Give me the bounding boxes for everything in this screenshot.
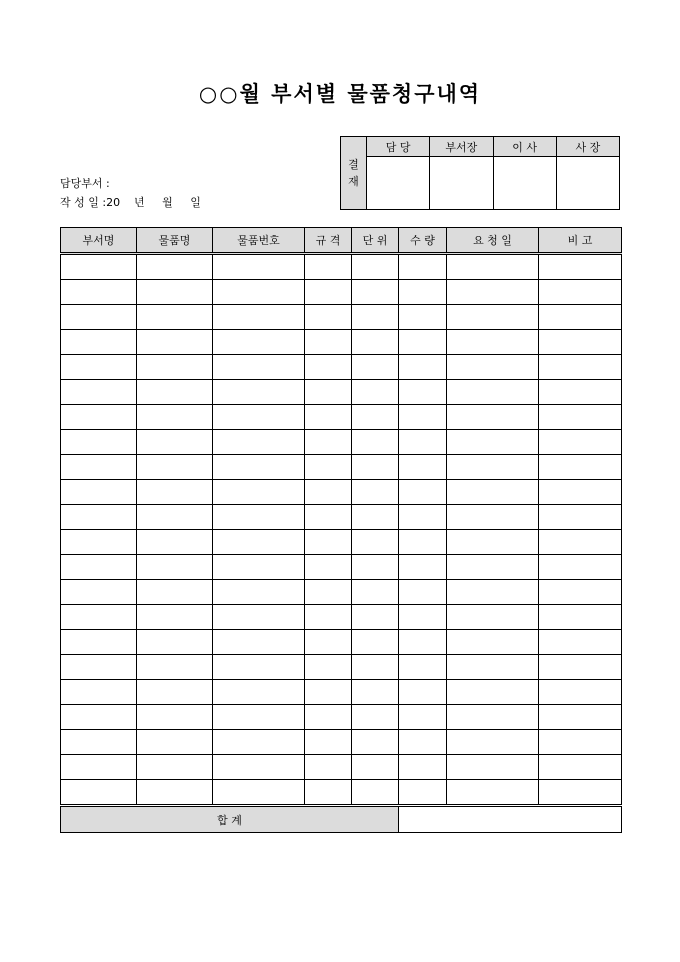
table-cell[interactable] (352, 705, 399, 730)
table-cell[interactable] (447, 580, 539, 605)
table-cell[interactable] (213, 730, 305, 755)
table-row (61, 280, 622, 305)
table-cell[interactable] (399, 380, 447, 405)
table-cell[interactable] (61, 655, 137, 680)
approval-col-director: 이 사 (493, 137, 556, 157)
table-cell[interactable] (399, 430, 447, 455)
table-cell[interactable] (447, 455, 539, 480)
table-cell[interactable] (137, 430, 213, 455)
table-cell[interactable] (399, 555, 447, 580)
table-cell[interactable] (352, 455, 399, 480)
table-cell[interactable] (61, 380, 137, 405)
table-cell[interactable] (61, 430, 137, 455)
approval-sign-director[interactable] (493, 157, 556, 210)
table-cell[interactable] (447, 280, 539, 305)
table-cell[interactable] (213, 330, 305, 355)
table-cell[interactable] (137, 605, 213, 630)
table-cell[interactable] (61, 505, 137, 530)
table-cell[interactable] (539, 355, 622, 380)
table-cell[interactable] (305, 355, 352, 380)
table-cell[interactable] (213, 680, 305, 705)
table-cell[interactable] (305, 780, 352, 806)
table-cell[interactable] (61, 530, 137, 555)
table-cell[interactable] (61, 405, 137, 430)
table-cell[interactable] (305, 505, 352, 530)
table-cell[interactable] (539, 530, 622, 555)
table-cell[interactable] (539, 680, 622, 705)
table-cell[interactable] (213, 755, 305, 780)
request-table (60, 227, 622, 833)
table-cell[interactable] (539, 480, 622, 505)
table-cell[interactable] (352, 430, 399, 455)
header-unit: 단 위 (352, 228, 399, 254)
table-cell[interactable] (137, 380, 213, 405)
table-row (61, 730, 622, 755)
table-cell[interactable] (305, 305, 352, 330)
approval-col-manager: 담 당 (367, 137, 430, 157)
table-cell[interactable] (352, 680, 399, 705)
table-cell[interactable] (447, 680, 539, 705)
table-cell[interactable] (213, 305, 305, 330)
table-cell[interactable] (539, 280, 622, 305)
approval-side-char-1: 결 (348, 158, 359, 171)
table-row (61, 530, 622, 555)
table-cell[interactable] (137, 555, 213, 580)
table-cell[interactable] (137, 405, 213, 430)
table-cell[interactable] (213, 630, 305, 655)
table-cell[interactable] (61, 705, 137, 730)
table-cell[interactable] (539, 630, 622, 655)
table-cell[interactable] (137, 780, 213, 806)
table-cell[interactable] (61, 355, 137, 380)
table-cell[interactable] (399, 530, 447, 555)
table-cell[interactable] (447, 405, 539, 430)
approval-side-label (341, 137, 367, 210)
table-cell[interactable] (61, 555, 137, 580)
page-title: ○○월 부서별 물품청구내역 (198, 81, 482, 106)
table-cell[interactable] (539, 254, 622, 280)
table-cell[interactable] (447, 305, 539, 330)
table-cell[interactable] (352, 254, 399, 280)
table-row (61, 355, 622, 380)
table-cell[interactable] (213, 430, 305, 455)
table-row (61, 580, 622, 605)
table-row (61, 380, 622, 405)
table-cell[interactable] (447, 530, 539, 555)
table-cell[interactable] (352, 530, 399, 555)
table-cell[interactable] (213, 705, 305, 730)
table-row (61, 605, 622, 630)
table-cell[interactable] (447, 780, 539, 806)
table-cell[interactable] (137, 680, 213, 705)
table-cell[interactable] (61, 330, 137, 355)
header-spec: 규 격 (305, 228, 352, 254)
table-row (61, 305, 622, 330)
table-cell[interactable] (399, 630, 447, 655)
table-cell[interactable] (447, 330, 539, 355)
table-cell[interactable] (352, 780, 399, 806)
table-row (61, 405, 622, 430)
table-cell[interactable] (447, 380, 539, 405)
table-cell[interactable] (399, 305, 447, 330)
table-cell[interactable] (305, 380, 352, 405)
table-cell[interactable] (305, 555, 352, 580)
table-cell[interactable] (399, 405, 447, 430)
approval-col-president: 사 장 (556, 137, 619, 157)
table-cell[interactable] (137, 254, 213, 280)
table-cell[interactable] (61, 630, 137, 655)
table-cell[interactable] (305, 655, 352, 680)
table-cell[interactable] (447, 480, 539, 505)
table-cell[interactable] (352, 555, 399, 580)
table-cell[interactable] (539, 755, 622, 780)
table-cell[interactable] (539, 380, 622, 405)
table-cell[interactable] (305, 630, 352, 655)
table-cell[interactable] (213, 380, 305, 405)
table-body (61, 254, 622, 806)
table-row (61, 254, 622, 280)
table-cell[interactable] (213, 580, 305, 605)
table-cell[interactable] (447, 730, 539, 755)
table-cell[interactable] (352, 305, 399, 330)
date-label: 작 성 일 :20 년 월 일 (60, 196, 201, 209)
approval-side-char-2: 재 (348, 175, 359, 188)
table-cell[interactable] (352, 330, 399, 355)
table-cell[interactable] (61, 780, 137, 806)
table-cell[interactable] (213, 455, 305, 480)
table-cell[interactable] (61, 730, 137, 755)
approval-col-dept-head: 부서장 (430, 137, 493, 157)
header-dept: 부서명 (61, 228, 137, 254)
table-cell[interactable] (305, 705, 352, 730)
table-cell[interactable] (137, 530, 213, 555)
table-cell[interactable] (137, 755, 213, 780)
table-cell[interactable] (399, 505, 447, 530)
table-cell[interactable] (352, 480, 399, 505)
approval-sign-manager[interactable] (367, 157, 430, 210)
table-cell[interactable] (447, 605, 539, 630)
table-cell[interactable] (137, 455, 213, 480)
table-row (61, 780, 622, 806)
table-cell[interactable] (305, 405, 352, 430)
table-row (61, 755, 622, 780)
table-cell[interactable] (399, 580, 447, 605)
table-cell[interactable] (61, 480, 137, 505)
table-cell[interactable] (137, 480, 213, 505)
table-cell[interactable] (352, 730, 399, 755)
table-cell[interactable] (213, 405, 305, 430)
approval-sign-dept-head[interactable] (430, 157, 493, 210)
table-cell[interactable] (447, 430, 539, 455)
table-cell[interactable] (137, 280, 213, 305)
table-cell[interactable] (539, 330, 622, 355)
table-row (61, 430, 622, 455)
table-row (61, 505, 622, 530)
table-cell[interactable] (352, 580, 399, 605)
table-cell[interactable] (539, 730, 622, 755)
table-cell[interactable] (399, 705, 447, 730)
table-cell[interactable] (61, 280, 137, 305)
header-item-name: 물품명 (137, 228, 213, 254)
table-cell[interactable] (213, 505, 305, 530)
table-header-row (61, 228, 622, 254)
table-cell[interactable] (305, 430, 352, 455)
table-cell[interactable] (305, 530, 352, 555)
table-cell[interactable] (447, 254, 539, 280)
table-cell[interactable] (399, 605, 447, 630)
table-cell[interactable] (399, 280, 447, 305)
total-label: 합 계 (61, 806, 399, 833)
table-cell[interactable] (137, 655, 213, 680)
table-cell[interactable] (539, 780, 622, 806)
table-cell[interactable] (137, 730, 213, 755)
table-cell[interactable] (539, 705, 622, 730)
total-row (61, 806, 622, 833)
table-cell[interactable] (447, 655, 539, 680)
table-cell[interactable] (305, 580, 352, 605)
table-cell[interactable] (352, 355, 399, 380)
table-cell[interactable] (213, 254, 305, 280)
table-cell[interactable] (213, 355, 305, 380)
table-cell[interactable] (539, 655, 622, 680)
table-cell[interactable] (305, 480, 352, 505)
table-cell[interactable] (61, 605, 137, 630)
table-cell[interactable] (539, 455, 622, 480)
table-cell[interactable] (447, 555, 539, 580)
table-row (61, 455, 622, 480)
table-cell[interactable] (539, 555, 622, 580)
table-row (61, 330, 622, 355)
table-cell[interactable] (399, 780, 447, 806)
table-cell[interactable] (213, 655, 305, 680)
table-cell[interactable] (137, 630, 213, 655)
table-cell[interactable] (399, 755, 447, 780)
table-cell[interactable] (61, 580, 137, 605)
table-cell[interactable] (447, 755, 539, 780)
table-cell[interactable] (213, 480, 305, 505)
table-cell[interactable] (447, 505, 539, 530)
table-cell[interactable] (399, 680, 447, 705)
table-cell[interactable] (447, 355, 539, 380)
table-cell[interactable] (213, 555, 305, 580)
table-cell[interactable] (61, 680, 137, 705)
table-cell[interactable] (539, 305, 622, 330)
table-cell[interactable] (352, 380, 399, 405)
table-cell[interactable] (539, 430, 622, 455)
table-cell[interactable] (305, 280, 352, 305)
table-cell[interactable] (352, 630, 399, 655)
total-value[interactable] (399, 806, 622, 833)
table-cell[interactable] (305, 254, 352, 280)
table-cell[interactable] (137, 705, 213, 730)
approval-box (340, 136, 620, 210)
dept-label: 담당부서 : (60, 177, 110, 190)
table-cell[interactable] (539, 405, 622, 430)
table-cell[interactable] (137, 505, 213, 530)
table-cell[interactable] (213, 780, 305, 806)
table-cell[interactable] (137, 330, 213, 355)
table-cell[interactable] (399, 480, 447, 505)
table-cell[interactable] (352, 405, 399, 430)
table-cell[interactable] (305, 680, 352, 705)
table-cell[interactable] (399, 355, 447, 380)
table-cell[interactable] (539, 505, 622, 530)
table-row (61, 555, 622, 580)
header-request-date: 요 청 일 (447, 228, 539, 254)
table-cell[interactable] (61, 254, 137, 280)
table-cell[interactable] (213, 605, 305, 630)
table-cell[interactable] (305, 755, 352, 780)
table-cell[interactable] (61, 455, 137, 480)
table-cell[interactable] (305, 330, 352, 355)
table-cell[interactable] (539, 605, 622, 630)
approval-sign-president[interactable] (556, 157, 619, 210)
table-cell[interactable] (399, 655, 447, 680)
table-cell[interactable] (447, 630, 539, 655)
table-cell[interactable] (352, 655, 399, 680)
header-remarks: 비 고 (539, 228, 622, 254)
table-cell[interactable] (213, 280, 305, 305)
table-row (61, 655, 622, 680)
table-cell[interactable] (213, 530, 305, 555)
table-cell[interactable] (61, 305, 137, 330)
table-cell[interactable] (305, 455, 352, 480)
table-cell[interactable] (399, 730, 447, 755)
table-row (61, 680, 622, 705)
table-cell[interactable] (137, 305, 213, 330)
table-cell[interactable] (399, 330, 447, 355)
table-cell[interactable] (539, 580, 622, 605)
table-cell[interactable] (447, 705, 539, 730)
header-quantity: 수 량 (399, 228, 447, 254)
table-cell[interactable] (305, 730, 352, 755)
table-cell[interactable] (399, 455, 447, 480)
table-cell[interactable] (399, 254, 447, 280)
table-row (61, 705, 622, 730)
header-item-number: 물품번호 (213, 228, 305, 254)
table-cell[interactable] (137, 355, 213, 380)
table-row (61, 630, 622, 655)
table-cell[interactable] (352, 605, 399, 630)
table-cell[interactable] (352, 280, 399, 305)
table-cell[interactable] (305, 605, 352, 630)
table-cell[interactable] (352, 755, 399, 780)
table-cell[interactable] (352, 505, 399, 530)
table-row (61, 480, 622, 505)
table-cell[interactable] (61, 755, 137, 780)
table-cell[interactable] (137, 580, 213, 605)
